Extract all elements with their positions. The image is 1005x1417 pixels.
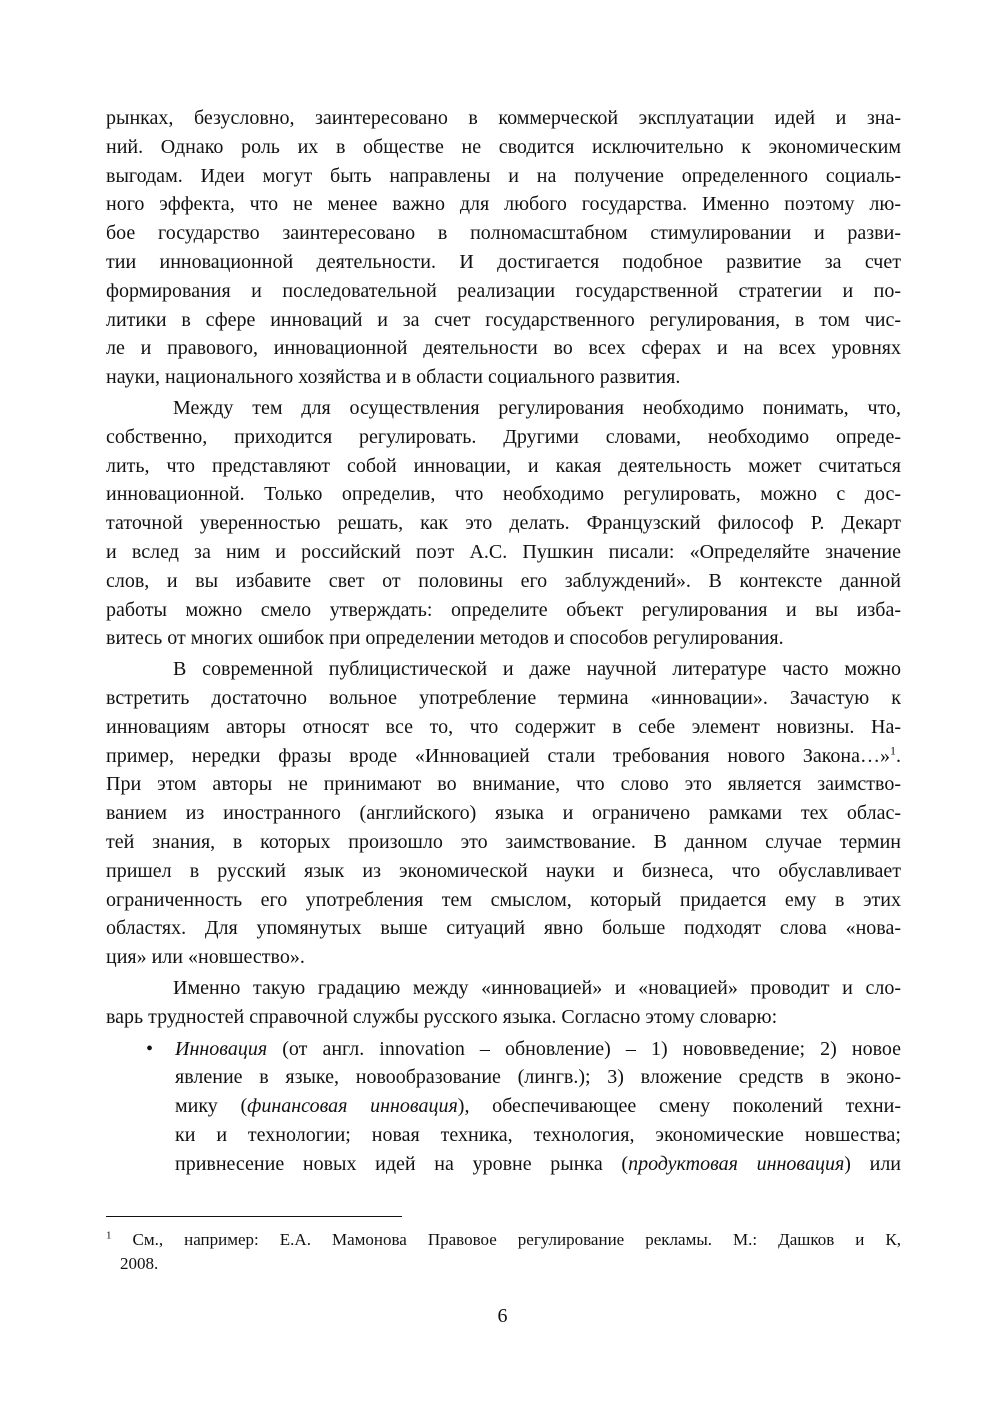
text-line bbox=[106, 828, 901, 857]
line-text: варь трудностей справочной службы русского языка. Согласно этому словарю: bbox=[106, 1005, 778, 1028]
text-line bbox=[106, 538, 901, 567]
paragraph bbox=[106, 394, 901, 653]
text-line bbox=[106, 394, 901, 423]
line-text: пришел в русский язык из экономической науки и бизнеса, что обуславливает bbox=[106, 859, 901, 882]
body-text bbox=[106, 104, 901, 1178]
text-line bbox=[106, 624, 901, 653]
text-line bbox=[175, 1063, 901, 1092]
text-line bbox=[106, 306, 901, 335]
text-line bbox=[106, 423, 901, 452]
text-line bbox=[106, 799, 901, 828]
bullet-icon: • bbox=[146, 1037, 154, 1060]
text-line bbox=[106, 857, 901, 886]
text-line bbox=[106, 596, 901, 625]
line-text: Именно такую градацию между «инновацией» и «новацией» проводит и сло- bbox=[173, 976, 901, 999]
text-line bbox=[106, 334, 901, 363]
text-line bbox=[175, 1035, 901, 1064]
text-line bbox=[106, 133, 901, 162]
italic-term: продуктовая инновация bbox=[628, 1152, 845, 1175]
line-text: формирования и последовательной реализации государственной стратегии и по- bbox=[106, 279, 901, 302]
line-text: ция» или «новшество». bbox=[106, 946, 305, 969]
text-line bbox=[106, 943, 901, 972]
text-line bbox=[175, 1092, 901, 1121]
line-text: тии инновационной деятельности. И достигается подобное развитие за счет bbox=[106, 250, 901, 273]
line-text: ний. Однако роль их в обществе не сводится исключительно к экономическим bbox=[106, 135, 901, 158]
line-text: ванием из иностранного (английского) языка и ограничено рамками тех облас- bbox=[106, 802, 901, 825]
line-text: При этом авторы не принимают во внимание, что слово это является заимство- bbox=[106, 773, 901, 796]
line-text: ) или bbox=[844, 1152, 901, 1175]
line-text: мику ( bbox=[175, 1095, 248, 1118]
line-text: явление в языке, новообразование (лингв.); 3) вложение средств в эконо- bbox=[175, 1066, 901, 1089]
line-text: таточной уверенностью решать, как это делать. Французский философ Р. Декарт bbox=[106, 512, 901, 535]
text-line bbox=[106, 162, 901, 191]
text-line bbox=[106, 190, 901, 219]
line-text: (от англ. innovation – обновление) – 1) нововведение; 2) новое bbox=[267, 1037, 901, 1060]
text-line bbox=[106, 480, 901, 509]
footnote bbox=[106, 1228, 901, 1276]
bullet-list-item bbox=[106, 1035, 901, 1179]
line-text: Между тем для осуществления регулирования необходимо понимать, что, bbox=[173, 396, 901, 419]
text-line bbox=[106, 886, 901, 915]
line-text: инновационной. Только определив, что необходимо регулировать, можно с дос- bbox=[106, 483, 901, 506]
line-text: ограниченность его употребления тем смыслом, который придается ему в этих bbox=[106, 888, 901, 911]
text-line bbox=[106, 509, 901, 538]
line-text: пример, нередки фразы вроде «Инновацией стали требования нового Закона…» bbox=[106, 744, 890, 767]
line-text: ), обеспечивающее смену поколений техни- bbox=[457, 1095, 901, 1118]
line-text: витесь от многих ошибок при определении методов и способов регулирования. bbox=[106, 627, 784, 650]
line-text: рынках, безусловно, заинтересовано в коммерческой эксплуатации идей и зна- bbox=[106, 107, 901, 129]
line-text: и вслед за ним и российский поэт А.С. Пушкин писали: «Определяйте значение bbox=[106, 540, 901, 563]
text-line bbox=[106, 452, 901, 481]
line-text: ного эффекта, что не менее важно для любого государства. Именно поэтому лю- bbox=[106, 193, 901, 216]
footnote-line bbox=[106, 1228, 901, 1252]
footnote-line: 2008. bbox=[120, 1254, 159, 1273]
text-line bbox=[106, 567, 901, 596]
paragraph bbox=[106, 974, 901, 1032]
line-text: тей знания, в которых произошло это заимствование. В данном случае термин bbox=[106, 830, 901, 853]
text-line bbox=[106, 914, 901, 943]
footnote-divider bbox=[106, 1216, 402, 1217]
text-line bbox=[175, 1121, 901, 1150]
punctuation: . bbox=[896, 744, 901, 767]
italic-term: Инновация bbox=[175, 1037, 268, 1060]
line-text: выгодам. Идеи могут быть направлены и на получение определенного социаль- bbox=[106, 164, 901, 187]
line-text: ки и технологии; новая техника, технология, экономические новшества; bbox=[175, 1123, 901, 1146]
text-line bbox=[106, 742, 901, 771]
line-text: слов, и вы избавите свет от половины его заблуждений». В контексте данной bbox=[106, 569, 901, 592]
line-text: бое государство заинтересовано в полномасштабном стимулировании и разви- bbox=[106, 222, 901, 245]
text-line bbox=[175, 1150, 901, 1179]
line-text: работы можно смело утверждать: определите объект регулирования и вы изба- bbox=[106, 598, 901, 621]
page-number: 6 bbox=[497, 1305, 508, 1327]
text-line bbox=[106, 219, 901, 248]
text-line bbox=[106, 974, 901, 1003]
line-text: областях. Для упомянутых выше ситуаций явно больше подходят слова «нова- bbox=[106, 917, 901, 940]
text-line bbox=[106, 655, 901, 684]
text-line bbox=[106, 277, 901, 306]
line-text: В современной публицистической и даже научной литературе часто можно bbox=[173, 658, 901, 681]
text-line bbox=[106, 770, 901, 799]
text-line bbox=[106, 713, 901, 742]
text-line bbox=[106, 363, 901, 392]
paragraph bbox=[106, 104, 901, 392]
paragraph bbox=[106, 655, 901, 972]
text-line bbox=[106, 104, 901, 133]
text-line bbox=[106, 248, 901, 277]
line-text: науки, национального хозяйства и в области социального развития. bbox=[106, 366, 681, 389]
text-line bbox=[106, 1003, 901, 1032]
italic-term: финансовая инновация bbox=[247, 1095, 458, 1118]
footnote-text: См., например: Е.А. Мамонова Правовое регулирование рекламы. М.: Дашков и К, bbox=[111, 1230, 901, 1249]
footnote-mark: 1 bbox=[106, 1229, 112, 1242]
line-text: ле и правового, инновационной деятельности во всех сферах и на всех уровнях bbox=[106, 337, 901, 360]
line-text: инновациям авторы относят все то, что содержит в себе элемент новизны. На- bbox=[106, 715, 901, 738]
line-text: встретить достаточно вольное употребление термина «инновации». Зачастую к bbox=[106, 686, 901, 709]
footnote-reference[interactable]: 1 bbox=[890, 742, 896, 757]
text-line bbox=[106, 684, 901, 713]
line-text: собственно, приходится регулировать. Другими словами, необходимо опреде- bbox=[106, 425, 901, 448]
line-text: привнесение новых идей на уровне рынка ( bbox=[175, 1152, 629, 1175]
line-text: лить, что представляют собой инновации, и какая деятельность может считаться bbox=[106, 454, 901, 477]
line-text: литики в сфере инноваций и за счет государственного регулирования, в том чис- bbox=[106, 308, 901, 331]
